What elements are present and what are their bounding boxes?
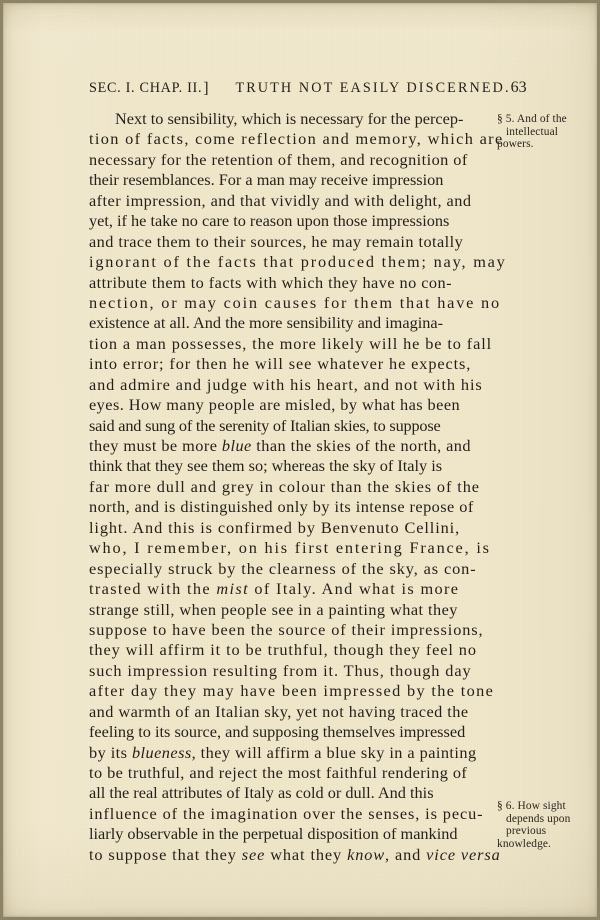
body-line: suppose to have been the source of their impressions, [89,619,484,639]
body-line: and warmth of an Italian sky, yet not having traced the [89,701,469,721]
body-line: especially struck by the clearness of the sky, as con- [89,558,477,578]
body-line: far more dull and grey in colour than the skies of the [89,476,480,496]
page-content [3,3,597,917]
body-line: think that they see them so; whereas the sky of Italy is [89,456,443,476]
margin-note-line: intellectual [506,125,559,138]
body-line: tion of facts, come reflection and memory, which are [89,129,504,149]
body-line: to suppose that they see what they know, and vice versa [89,844,501,864]
body-line: who, I remember, on his first entering France, is [89,538,491,558]
body-line: they will affirm it to be truthful, though they feel no [89,640,477,660]
body-line: by its blueness, they will affirm a blue sky in a painting [89,742,477,762]
margin-note-line: depends upon [506,812,571,825]
body-line: light. And this is confirmed by Benvenuto Cellini, [89,517,461,537]
body-line: eyes. How many people are misled, by what has been [89,395,461,415]
body-line: ignorant of the facts that produced them; nay, may [89,252,507,272]
running-head-section: SEC. I. CHAP. II. [89,80,203,96]
body-word: see [288,354,313,374]
body-line: after impression, and that vividly and with delight, and [89,190,472,210]
body-line: yet, if he take no care to reason upon those impressions [89,211,450,231]
body-line: after day they may have been impressed by the tone [89,681,495,701]
body-line: Next to sensibility, which is necessary for the percep- [115,109,464,128]
italic-word-blue: blue [221,436,252,455]
body-line: and admire and judge with his heart, and not with his [89,374,483,394]
body-line: their resemblances. For a man may receive impression [89,170,444,190]
body-line: into error; for then he will see whatever he expects, [89,354,472,374]
body-line: influence of the imagination over the senses, is pecu- [89,803,484,823]
body-line: feeling to its source, and supposing themselves impressed [89,722,466,742]
body-line: necessary for the retention of them, and recognition of [89,149,468,169]
body-line: liarly observable in the perpetual disposition of mankind [89,824,458,844]
body-line: tion a man possesses, the more likely will he be to fall [89,333,493,353]
italic-word-blueness: blueness [131,742,192,762]
margin-note-line: § 5. And of the [497,113,567,125]
body-line: existence at all. And the more sensibility and imagina- [89,313,444,333]
body-line: all the real attributes of Italy as cold or dull. And this [89,783,434,803]
body-line: attribute them to facts with which they have no con- [89,272,452,292]
body-line: and trace them to their sources, he may remain totally [89,231,464,251]
page-number: 63 [510,79,527,96]
italic-word-know: know [347,844,386,864]
running-head-title: TRUTH NOT EASILY DISCERNED. [235,80,511,96]
body-line: north, and is distinguished only by its intense repose of [89,497,474,517]
body-line: nection, or may coin causes for them that have no [89,292,501,312]
italic-word-see: see [241,844,266,864]
body-line: said and sung of the serenity of Italian skies, to suppose [89,415,441,435]
body-text-column [89,109,507,865]
margin-note-line: § 6. How sight [497,800,566,812]
body-line: such impression resulting from it. Thus, though day [89,660,472,680]
margin-note-line: previous [506,825,547,838]
italic-word-vice-versa: vice versa [426,844,501,864]
body-line: trasted with the mist of Italy. And what is more [89,579,460,599]
margin-note-section-6 [497,800,600,850]
running-head-bracket: ] [203,80,210,97]
italic-word-mist: mist [216,579,249,599]
margin-note-line: powers. [497,138,534,151]
margin-note-section-5 [497,113,600,151]
body-line: they must be more blue than the skies of the north, and [89,436,471,455]
running-head [89,79,527,99]
body-line: to be truthful, and reject the most faithful rendering of [89,763,468,782]
margin-note-line: knowledge. [497,837,552,850]
body-line: strange still, when people see in a painting what they [89,599,458,619]
